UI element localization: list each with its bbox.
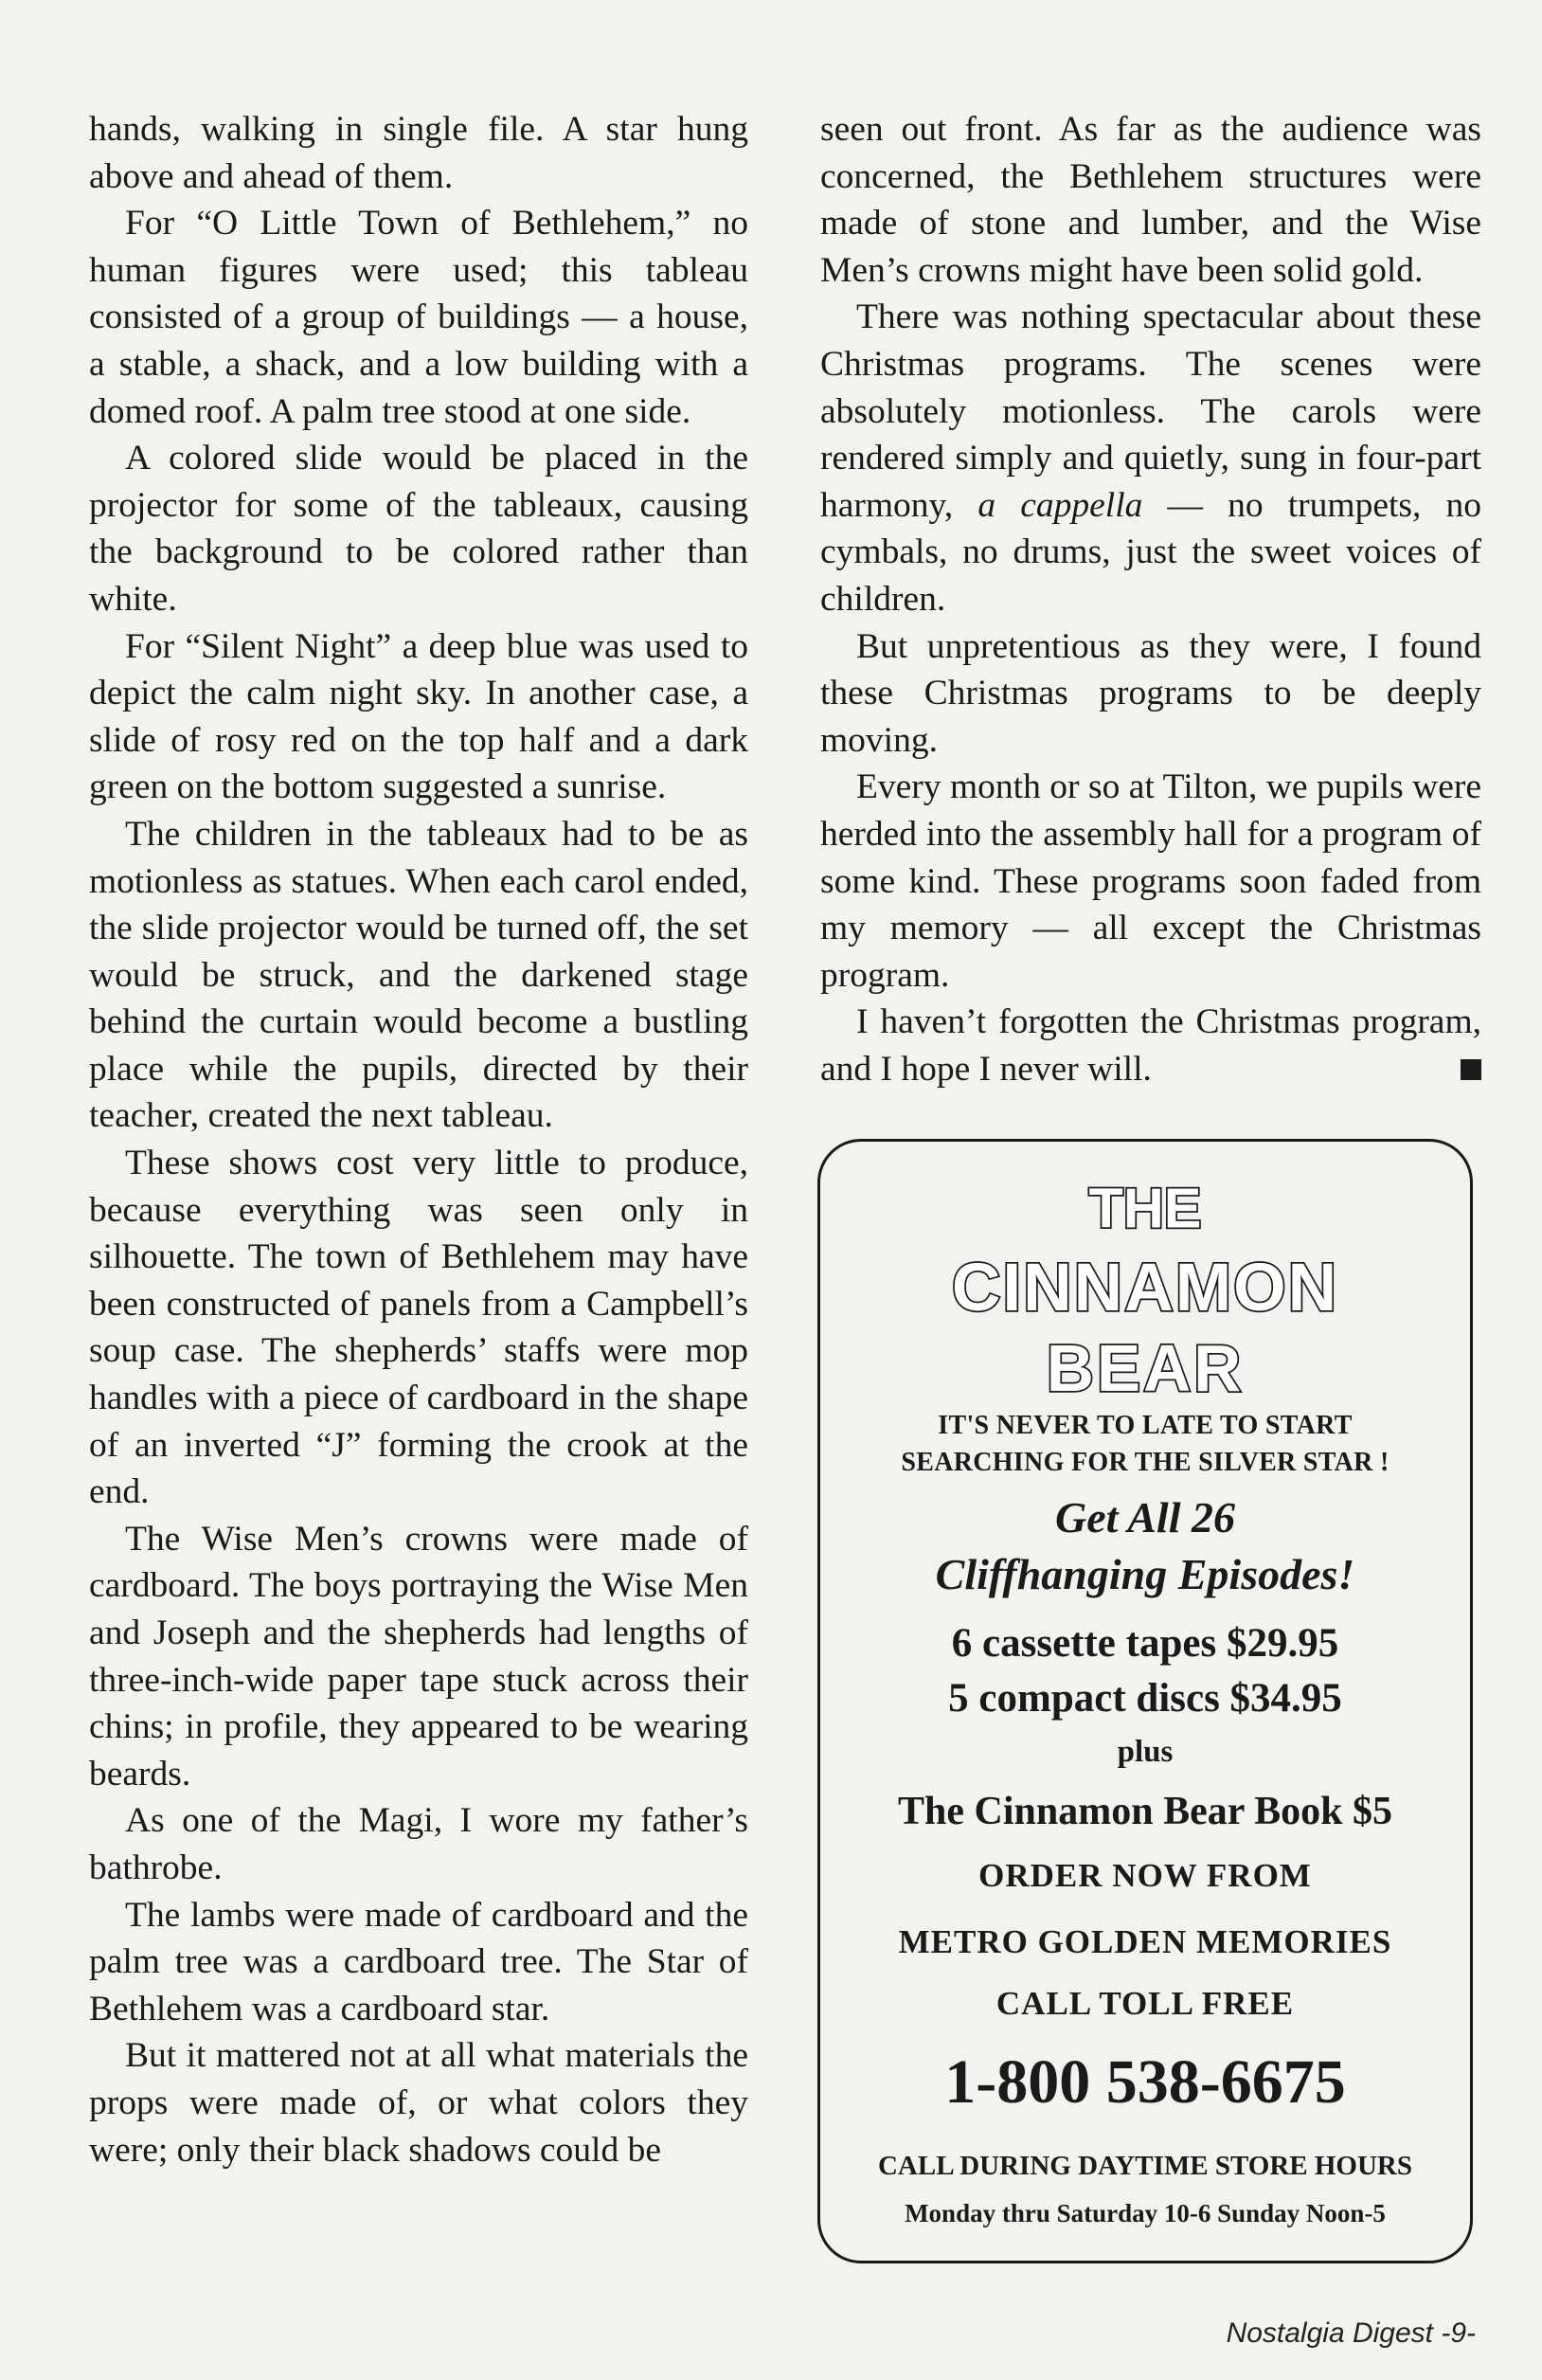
paragraph: The Wise Men’s crowns were made of cardboard. The boys portraying the Wise Men and Joseph and the shepherds had lengths of three-inch-wide paper tape stuck across their chins; in profile, they appeared to be wearing beards. bbox=[89, 1519, 748, 1794]
right-text-column bbox=[820, 106, 1481, 1092]
paragraph: But unpretentious as they were, I found these Christmas programs to be deeply moving. bbox=[820, 626, 1481, 760]
paragraph: I haven’t forgotten the Christmas program, and I hope I never will. bbox=[820, 1002, 1481, 1089]
paragraph: Every month or so at Tilton, we pupils were herded into the assembly hall for a program of some kind. These programs soon faded from my memory — all except the Christmas program. bbox=[820, 767, 1481, 995]
paragraph: For “Silent Night” a deep blue was used to depict the calm night sky. In another case, a slide of rosy red on the top half and a dark green on the bottom suggested a sunrise. bbox=[89, 626, 748, 807]
ad-book-price: The Cinnamon Bear Book $5 bbox=[898, 1790, 1392, 1833]
logo-cinnamon: CINNAMON bbox=[951, 1249, 1339, 1325]
left-text-column bbox=[89, 106, 748, 2173]
paragraph: There was nothing spectacular about these Christmas programs. The scenes were absolutely motionless. The carols were rendered simply and quietly, sung in four-part harmony, a cappella — no trumpets, no cymbals, no drums, just the sweet voices of children. bbox=[820, 298, 1481, 619]
paragraph: seen out front. As far as the audience was concerned, the Bethlehem structures were made of stone and lumber, and the Wise Men’s crowns might have been solid gold. bbox=[820, 110, 1481, 290]
paragraph: For “O Little Town of Bethlehem,” no human figures were used; this tableau consisted of a group of buildings — a house, a stable, a shack, and a low building with a domed roof. A palm tree stood at one side. bbox=[89, 204, 748, 431]
cinnamon-bear-advertisement bbox=[817, 1139, 1473, 2263]
paragraph: A colored slide would be placed in the projector for some of the tableaux, causing the background to be colored rather than white. bbox=[89, 439, 748, 619]
ad-call-toll-free: CALL TOLL FREE bbox=[995, 1985, 1295, 2022]
ad-tagline-1: IT'S NEVER TO LATE TO START bbox=[938, 1411, 1353, 1440]
paragraph: But it mattered not at all what materials the props were made of, or what colors they were; only their black shadows could be bbox=[89, 2036, 748, 2170]
page-footer: Nostalgia Digest -9- bbox=[1226, 2317, 1476, 2349]
ad-order-now: ORDER NOW FROM bbox=[978, 1857, 1312, 1894]
paragraph: These shows cost very little to produce, because everything was seen only in silhouette. The town of Bethlehem may have been constructed of panels from a Campbell’s soup case. The shepherds’ staffs were mop handles with a piece of cardboard in the shape of an inverted “J” forming the crook at the end. bbox=[89, 1144, 748, 1512]
ad-company: METRO GOLDEN MEMORIES bbox=[898, 1923, 1392, 1960]
logo-bear: BEAR bbox=[1046, 1331, 1245, 1405]
ad-tagline-2: SEARCHING FOR THE SILVER STAR ! bbox=[901, 1448, 1390, 1477]
ad-get-all: Get All 26 bbox=[1055, 1493, 1235, 1542]
paragraph: As one of the Magi, I wore my father’s bathrobe. bbox=[89, 1801, 748, 1887]
ad-phone-number: 1-800 538-6675 bbox=[944, 2047, 1346, 2117]
ad-hours: CALL DURING DAYTIME STORE HOURS bbox=[877, 2151, 1412, 2181]
ad-episodes: Cliffhanging Episodes! bbox=[935, 1550, 1355, 1598]
cinnamon-bear-logo bbox=[820, 1168, 1470, 1405]
end-of-story-mark bbox=[1461, 1059, 1481, 1080]
paragraph: The lambs were made of cardboard and the palm tree was a cardboard tree. The Star of Bethlehem was a cardboard star. bbox=[89, 1895, 748, 2028]
ad-days: Monday thru Saturday 10-6 Sunday Noon-5 bbox=[905, 2199, 1386, 2227]
paragraph: The children in the tableaux had to be as motionless as statues. When each carol ended, the slide projector would be turned off, the set would be struck, and the darkened stage behind the curtain would become a bustling place while the pupils, directed by their teacher, created the next tableau. bbox=[89, 814, 748, 1136]
paragraph: hands, walking in single file. A star hung above and ahead of them. bbox=[89, 110, 748, 196]
ad-plus: plus bbox=[1117, 1735, 1174, 1769]
logo-the: THE bbox=[1088, 1176, 1202, 1240]
ad-price-cds: 5 compact discs $34.95 bbox=[948, 1676, 1342, 1721]
ad-price-tapes: 6 cassette tapes $29.95 bbox=[951, 1621, 1339, 1666]
